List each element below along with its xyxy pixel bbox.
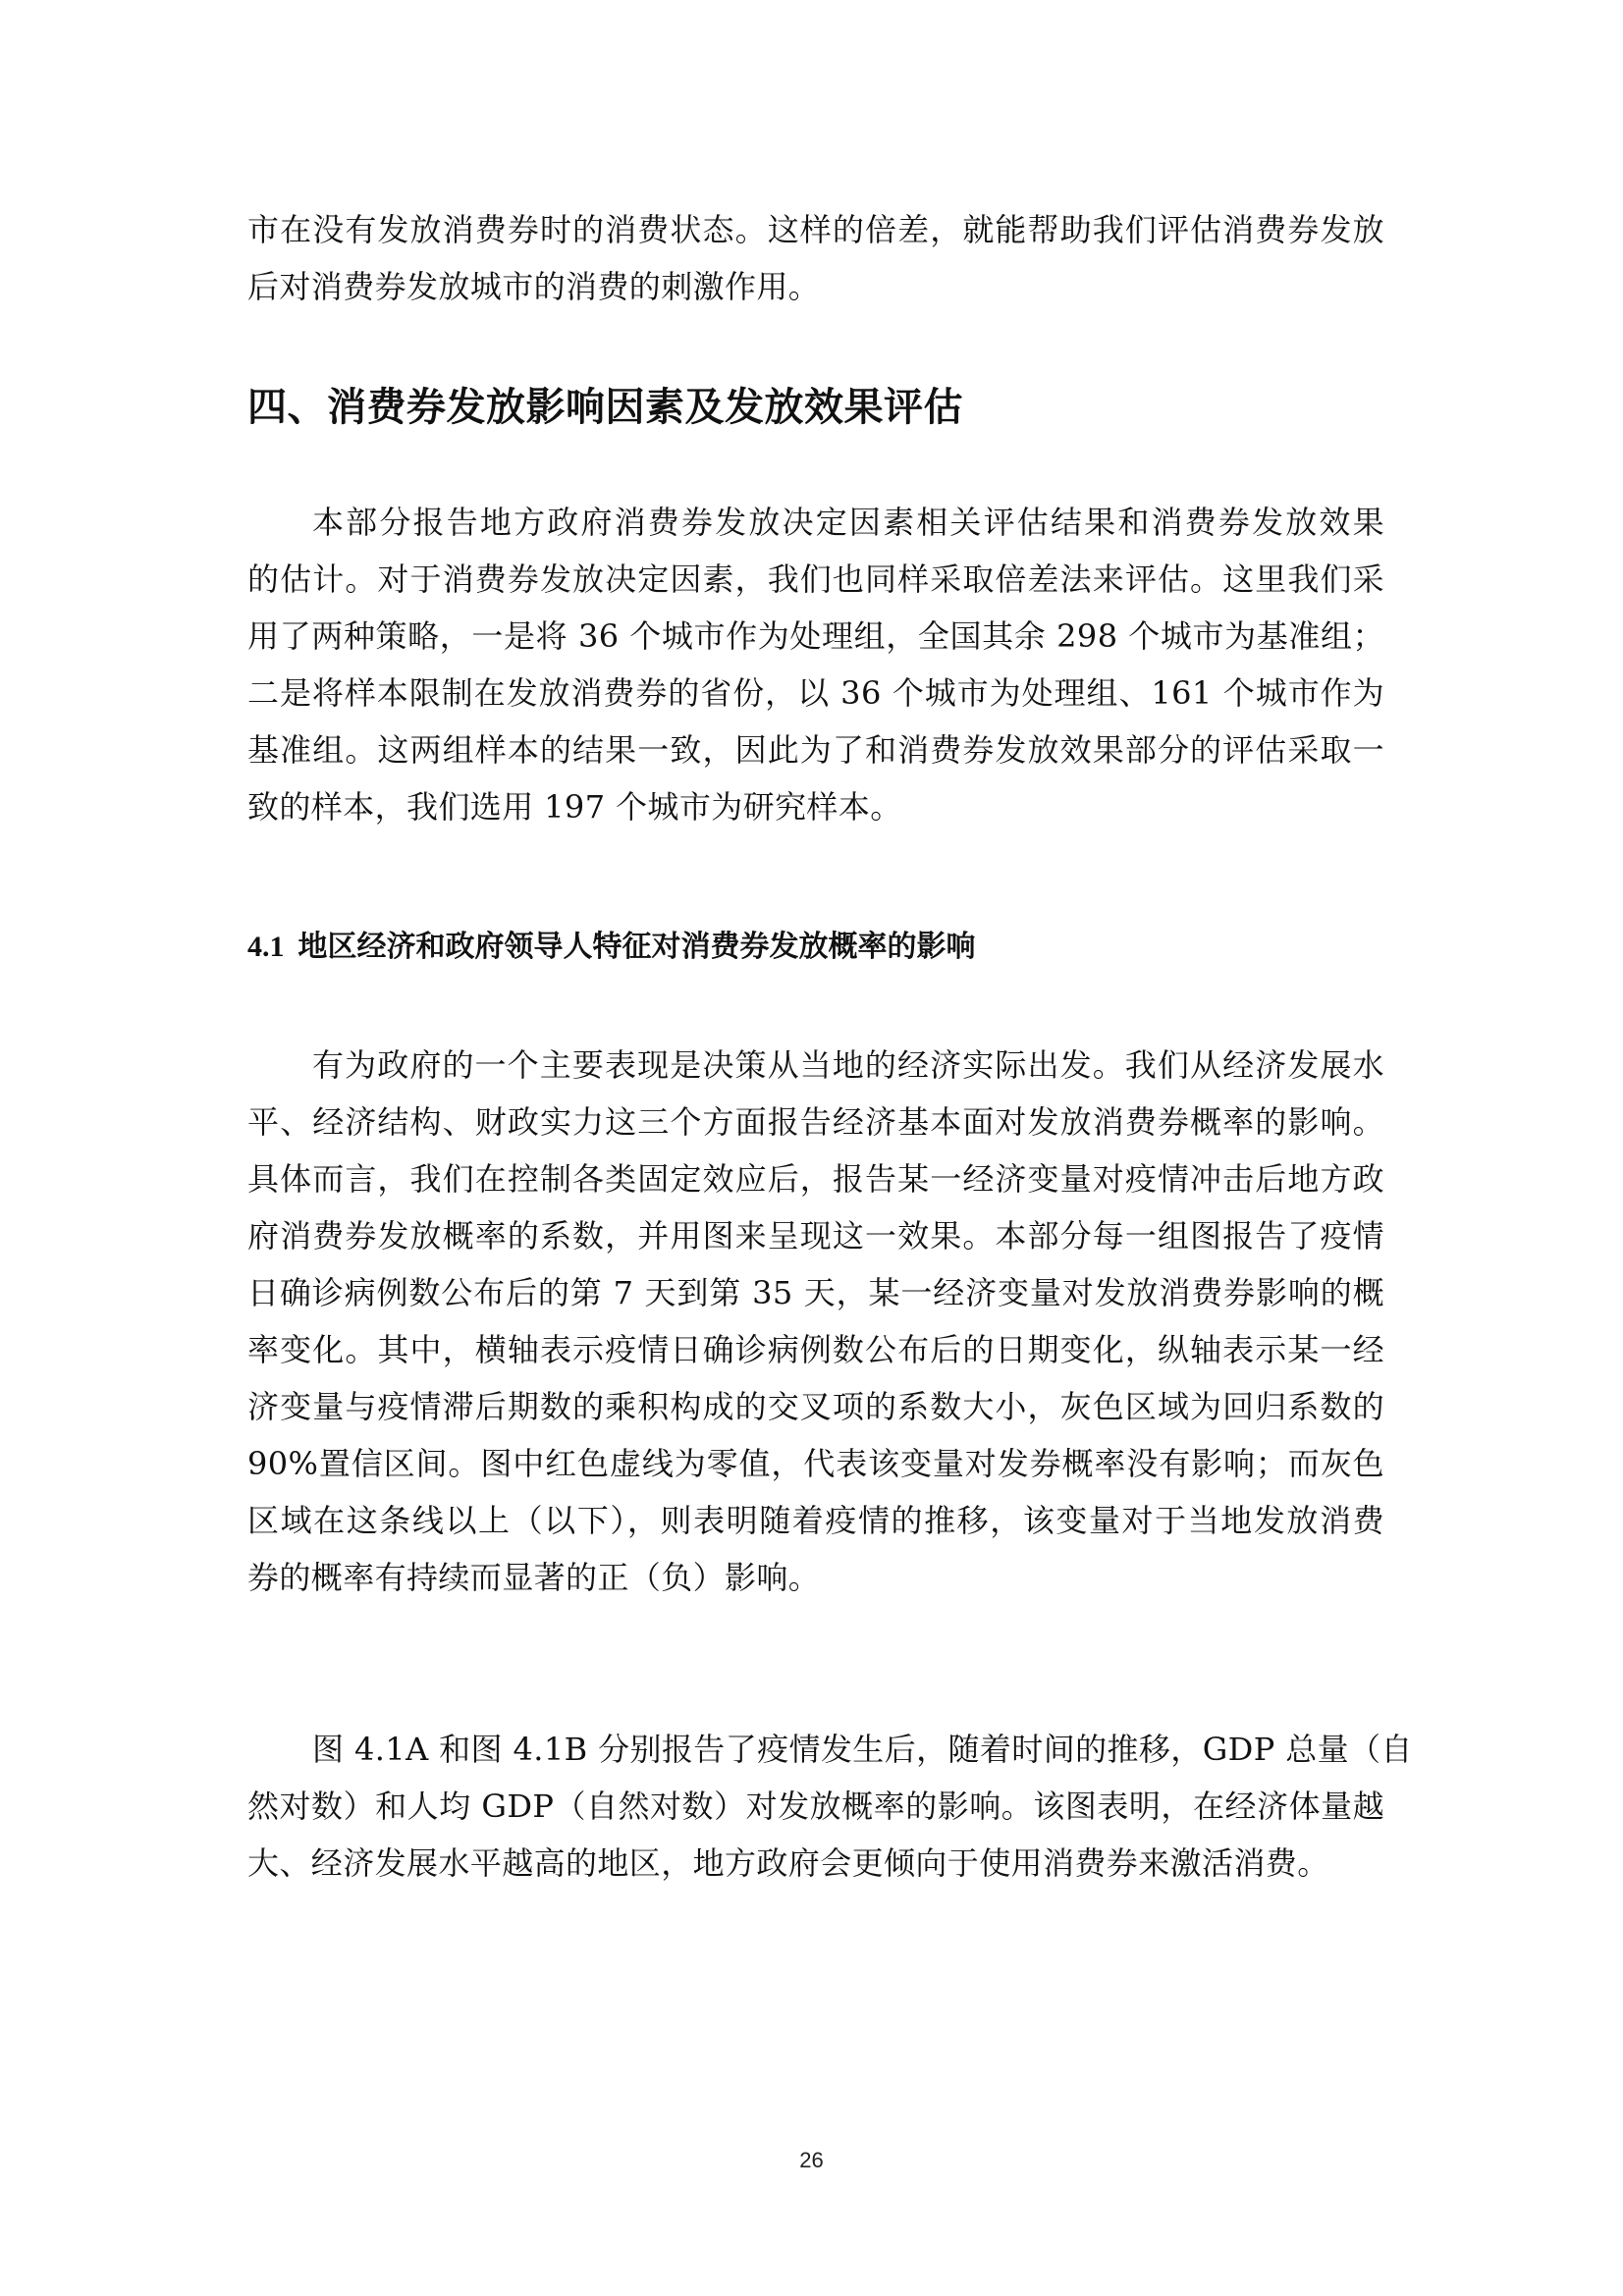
paragraph-line: 本部分报告地方政府消费券发放决定因素相关评估结果和消费券发放效果	[312, 504, 1384, 541]
paragraph-line: 然对数）和人均 GDP（自然对数）对发放概率的影响。该图表明，在经济体量越	[247, 1788, 1384, 1825]
subsection-number: 4.1	[247, 931, 285, 963]
paragraph-line: 济变量与疫情滞后期数的乘积构成的交叉项的系数大小，灰色区域为回归系数的	[247, 1388, 1384, 1425]
paragraph-line: 后对消费券发放城市的消费的刺激作用。	[247, 268, 821, 305]
paragraph-line: 有为政府的一个主要表现是决策从当地的经济实际出发。我们从经济发展水	[312, 1046, 1384, 1084]
page-number: 26	[799, 2148, 824, 2172]
paragraph-figure	[247, 1721, 1413, 1892]
paragraph-line: 区域在这条线以上（以下），则表明随着疫情的推移，该变量对于当地发放消费	[247, 1502, 1384, 1539]
subsection-heading	[247, 923, 976, 972]
paragraph-line: 基准组。这两组样本的结果一致，因此为了和消费券发放效果部分的评估采取一	[247, 731, 1384, 769]
paragraph-body	[247, 1037, 1384, 1606]
paragraph-line: 致的样本，我们选用 197 个城市为研究样本。	[247, 788, 902, 826]
paragraph-line: 平、经济结构、财政实力这三个方面报告经济基本面对发放消费券概率的影响。	[247, 1103, 1384, 1141]
paragraph-line: 日确诊病例数公布后的第 7 天到第 35 天，某一经济变量对发放消费券影响的概	[247, 1274, 1384, 1311]
subsection-title: 地区经济和政府领导人特征对消费券发放概率的影响	[298, 930, 976, 964]
paragraph-continuation	[247, 201, 1384, 315]
paragraph-line: 90%置信区间。图中红色虚线为零值，代表该变量对发券概率没有影响；而灰色	[247, 1445, 1384, 1482]
paragraph-line: 的估计。对于消费券发放决定因素，我们也同样采取倍差法来评估。这里我们采	[247, 561, 1384, 598]
paragraph-line: 券的概率有持续而显著的正（负）影响。	[247, 1559, 821, 1596]
paragraph-intro	[247, 494, 1384, 835]
paragraph-line: 具体而言，我们在控制各类固定效应后，报告某一经济变量对疫情冲击后地方政	[247, 1160, 1384, 1198]
paragraph-line: 府消费券发放概率的系数，并用图来呈现这一效果。本部分每一组图报告了疫情	[247, 1217, 1384, 1255]
paragraph-line: 图 4.1A 和图 4.1B 分别报告了疫情发生后，随着时间的推移，GDP 总量（自	[312, 1731, 1413, 1768]
paragraph-line: 率变化。其中，横轴表示疫情日确诊病例数公布后的日期变化，纵轴表示某一经	[247, 1331, 1384, 1368]
section-heading: 四、消费券发放影响因素及发放效果评估	[247, 384, 963, 430]
paragraph-line: 市在没有发放消费券时的消费状态。这样的倍差，就能帮助我们评估消费券发放	[247, 211, 1384, 248]
paragraph-line: 大、经济发展水平越高的地区，地方政府会更倾向于使用消费券来激活消费。	[247, 1844, 1329, 1882]
paragraph-line: 用了两种策略，一是将 36 个城市作为处理组，全国其余 298 个城市为基准组；	[247, 617, 1384, 655]
paragraph-line: 二是将样本限制在发放消费券的省份，以 36 个城市为处理组、161 个城市作为	[247, 674, 1384, 712]
